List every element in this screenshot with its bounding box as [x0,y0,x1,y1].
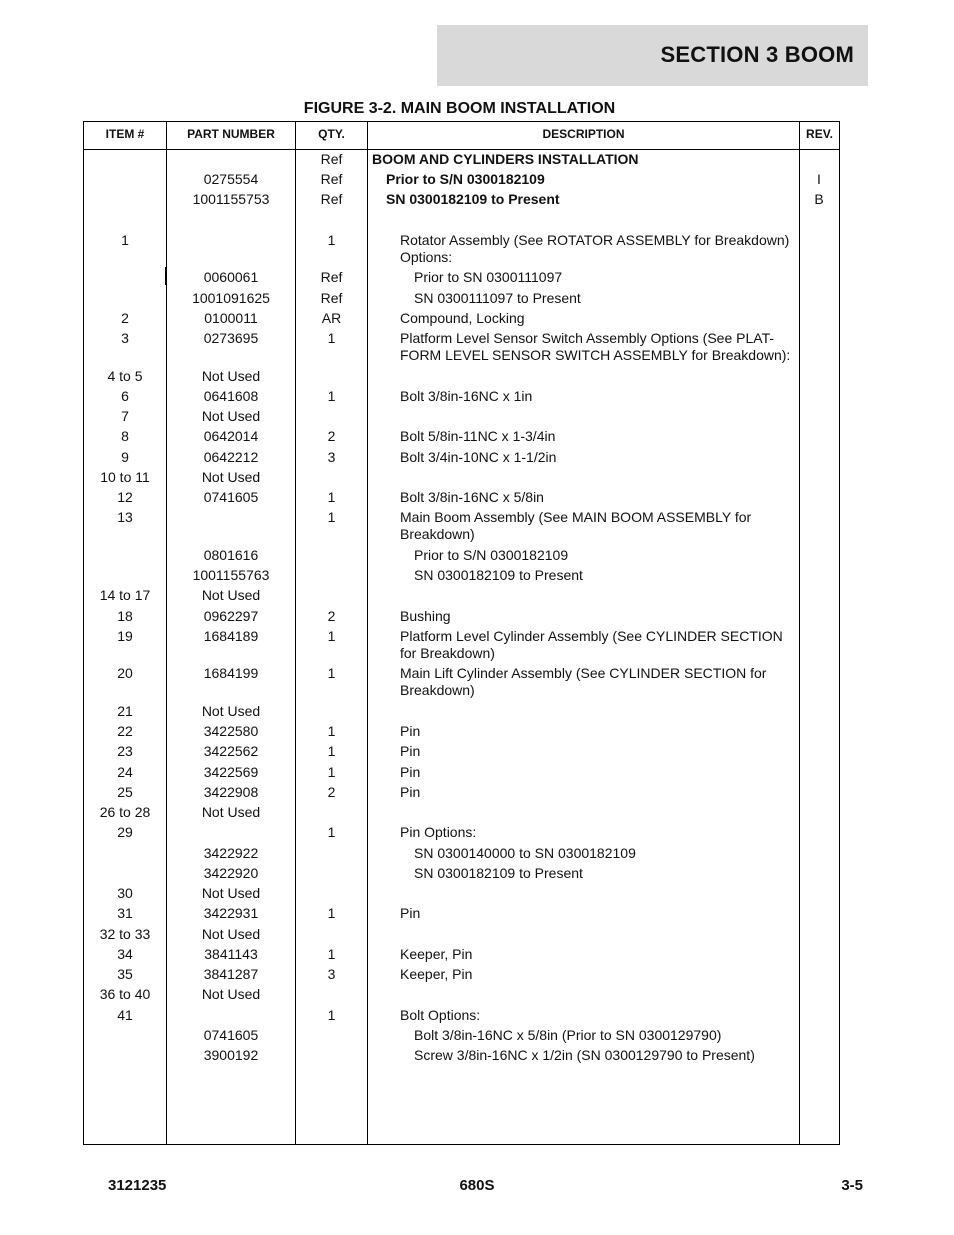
part-number-cell: 0741605 [203,489,259,505]
part-number-cell: 0962297 [203,608,259,624]
description-cell: Platform Level Sensor Switch Assembly Options (See PLAT-FORM LEVEL SENSOR SWITCH ASSEMBLY for Breakdown): [400,330,791,363]
description-cell: Pin [400,743,421,759]
qty-cell: 1 [327,388,336,404]
item-number-cell: 23 [117,743,133,759]
qty-cell: 1 [327,628,336,644]
part-number-cell: 0642212 [203,449,259,465]
parts-table [83,121,840,1145]
section-header-band [437,25,868,86]
qty-cell: Ref [320,171,343,187]
description-cell: SN 0300182109 to Present [386,191,560,207]
part-number-cell: Not Used [201,408,261,424]
part-number-cell: 1684199 [203,665,259,681]
part-number-cell: 3841143 [204,946,258,962]
description-cell: Main Boom Assembly (See MAIN BOOM ASSEMBLY for Breakdown) [400,509,752,542]
item-number-cell: 30 [117,885,133,901]
part-number-cell: 0741605 [203,1027,259,1043]
figure-title: FIGURE 3-2. MAIN BOOM INSTALLATION [303,100,616,117]
description-cell: SN 0300182109 to Present [414,567,583,583]
column-header-item: ITEM # [105,127,145,141]
qty-cell: 3 [327,966,336,982]
item-number-cell: 18 [117,608,133,624]
qty-cell: 1 [327,330,336,346]
qty-cell: 1 [327,665,336,681]
item-number-cell: 29 [117,824,133,840]
description-cell: Keeper, Pin [400,966,473,982]
part-number-cell: 0275554 [203,171,259,187]
part-number-cell: 3422931 [203,905,259,921]
item-number-cell: 41 [117,1007,133,1023]
qty-cell: Ref [320,269,343,285]
item-number-cell: 22 [117,723,133,739]
item-number-cell: 13 [117,509,133,525]
part-number-cell: 0801616 [203,547,259,563]
qty-cell: 1 [327,905,336,921]
item-number-cell: 26 to 28 [99,804,151,820]
description-cell: Pin [400,723,421,739]
footer-doc-number: 3121235 [108,1177,167,1194]
item-number-cell: 25 [117,784,133,800]
item-number-cell: 36 to 40 [99,986,151,1002]
description-cell: Rotator Assembly (See ROTATOR ASSEMBLY for Breakdown) Options: [400,232,790,265]
qty-cell: 1 [327,946,336,962]
part-number-cell: 3422569 [203,764,259,780]
description-cell: Pin Options: [400,824,477,840]
part-number-cell: 0100011 [204,310,258,326]
description-cell: SN 0300111097 to Present [414,290,581,306]
item-number-cell: 19 [117,628,133,644]
part-number-cell: 1001155763 [192,567,270,583]
part-number-cell: 3841287 [203,966,259,982]
rule-mark [165,267,166,285]
part-number-cell: 3422580 [203,723,259,739]
item-number-cell: 2 [121,310,129,326]
item-number-cell: 12 [117,489,133,505]
description-cell: Pin [400,905,421,921]
description-cell: Bolt 3/8in-16NC x 1in [400,388,533,404]
qty-cell: 1 [327,764,336,780]
description-cell: SN 0300140000 to SN 0300182109 [414,845,636,861]
rev-cell: I [817,171,821,187]
qty-cell: 1 [327,489,336,505]
header-divider [84,149,839,150]
qty-cell: 1 [327,824,336,840]
part-number-cell: 3422920 [203,865,259,881]
qty-cell: 2 [327,428,336,444]
item-number-cell: 8 [121,428,129,444]
qty-cell: 1 [327,509,336,525]
description-cell: Pin [400,784,421,800]
part-number-cell: 0641608 [203,388,259,404]
footer-page-number: 3-5 [841,1177,863,1194]
item-number-cell: 14 to 17 [99,587,151,603]
part-number-cell: Not Used [201,986,261,1002]
item-number-cell: 35 [117,966,133,982]
part-number-cell: 1684189 [203,628,259,644]
description-cell: Platform Level Cylinder Assembly (See CYLINDER SECTION for Breakdown) [400,628,783,661]
qty-cell: Ref [320,151,343,167]
description-cell: Prior to SN 0300111097 [414,269,563,285]
item-number-cell: 32 to 33 [99,926,151,942]
item-number-cell: 7 [121,408,129,424]
description-cell: Prior to S/N 0300182109 [414,547,569,563]
item-number-cell: 31 [117,905,133,921]
column-divider [799,122,800,1144]
column-header-qty: QTY. [318,127,345,141]
description-cell: Bolt 3/8in-16NC x 5/8in (Prior to SN 0300129790) [414,1027,722,1043]
part-number-cell: 1001091625 [192,290,270,306]
qty-cell: Ref [320,290,343,306]
qty-cell: 3 [327,449,336,465]
qty-cell: Ref [320,191,343,207]
qty-cell: 1 [327,1007,336,1023]
part-number-cell: 0060061 [203,269,259,285]
item-number-cell: 10 to 11 [100,469,150,485]
part-number-cell: Not Used [201,804,261,820]
qty-cell: AR [321,310,342,326]
item-number-cell: 6 [121,388,129,404]
description-cell: Bolt 3/8in-16NC x 5/8in [400,489,544,505]
footer-model: 680S [459,1177,495,1194]
item-number-cell: 1 [121,232,129,248]
part-number-cell: 3900192 [203,1047,259,1063]
part-number-cell: 0273695 [203,330,259,346]
item-number-cell: 24 [117,764,133,780]
section-title: SECTION 3 BOOM [660,42,854,67]
part-number-cell: Not Used [201,885,261,901]
part-number-cell: Not Used [201,368,261,384]
description-cell: BOOM AND CYLINDERS INSTALLATION [372,151,639,167]
qty-cell: 2 [327,784,336,800]
item-number-cell: 21 [117,703,133,719]
column-header-rev: REV. [806,127,833,141]
description-cell: SN 0300182109 to Present [414,865,583,881]
item-number-cell: 34 [117,946,133,962]
part-number-cell: Not Used [201,926,261,942]
description-cell: Prior to S/N 0300182109 [386,171,545,187]
description-cell: Screw 3/8in-16NC x 1/2in (SN 0300129790 to Present) [414,1047,755,1063]
column-header-description: DESCRIPTION [542,127,625,141]
part-number-cell: 3422562 [203,743,259,759]
part-number-cell: Not Used [201,587,261,603]
description-cell: Bushing [400,608,451,624]
qty-cell: 1 [327,723,336,739]
part-number-cell: 1001155753 [192,191,270,207]
description-cell: Main Lift Cylinder Assembly (See CYLINDER SECTION for Breakdown) [400,665,767,698]
part-number-cell: Not Used [201,703,261,719]
description-cell: Bolt 5/8in-11NC x 1-3/4in [400,428,556,444]
item-number-cell: 9 [121,449,129,465]
description-cell: Bolt Options: [400,1007,481,1023]
part-number-cell: 3422922 [203,845,259,861]
part-number-cell: Not Used [201,469,261,485]
qty-cell: 2 [327,608,336,624]
item-number-cell: 20 [117,665,133,681]
column-header-part-number: PART NUMBER [187,127,275,141]
description-cell: Pin [400,764,421,780]
part-number-cell: 0642014 [203,428,259,444]
part-number-cell: 3422908 [203,784,259,800]
qty-cell: 1 [327,232,336,248]
description-cell: Keeper, Pin [400,946,473,962]
rev-cell: B [814,191,824,207]
description-cell: Bolt 3/4in-10NC x 1-1/2in [400,449,557,465]
item-number-cell: 3 [121,330,129,346]
description-cell: Compound, Locking [400,310,525,326]
qty-cell: 1 [327,743,336,759]
item-number-cell: 4 to 5 [107,368,143,384]
